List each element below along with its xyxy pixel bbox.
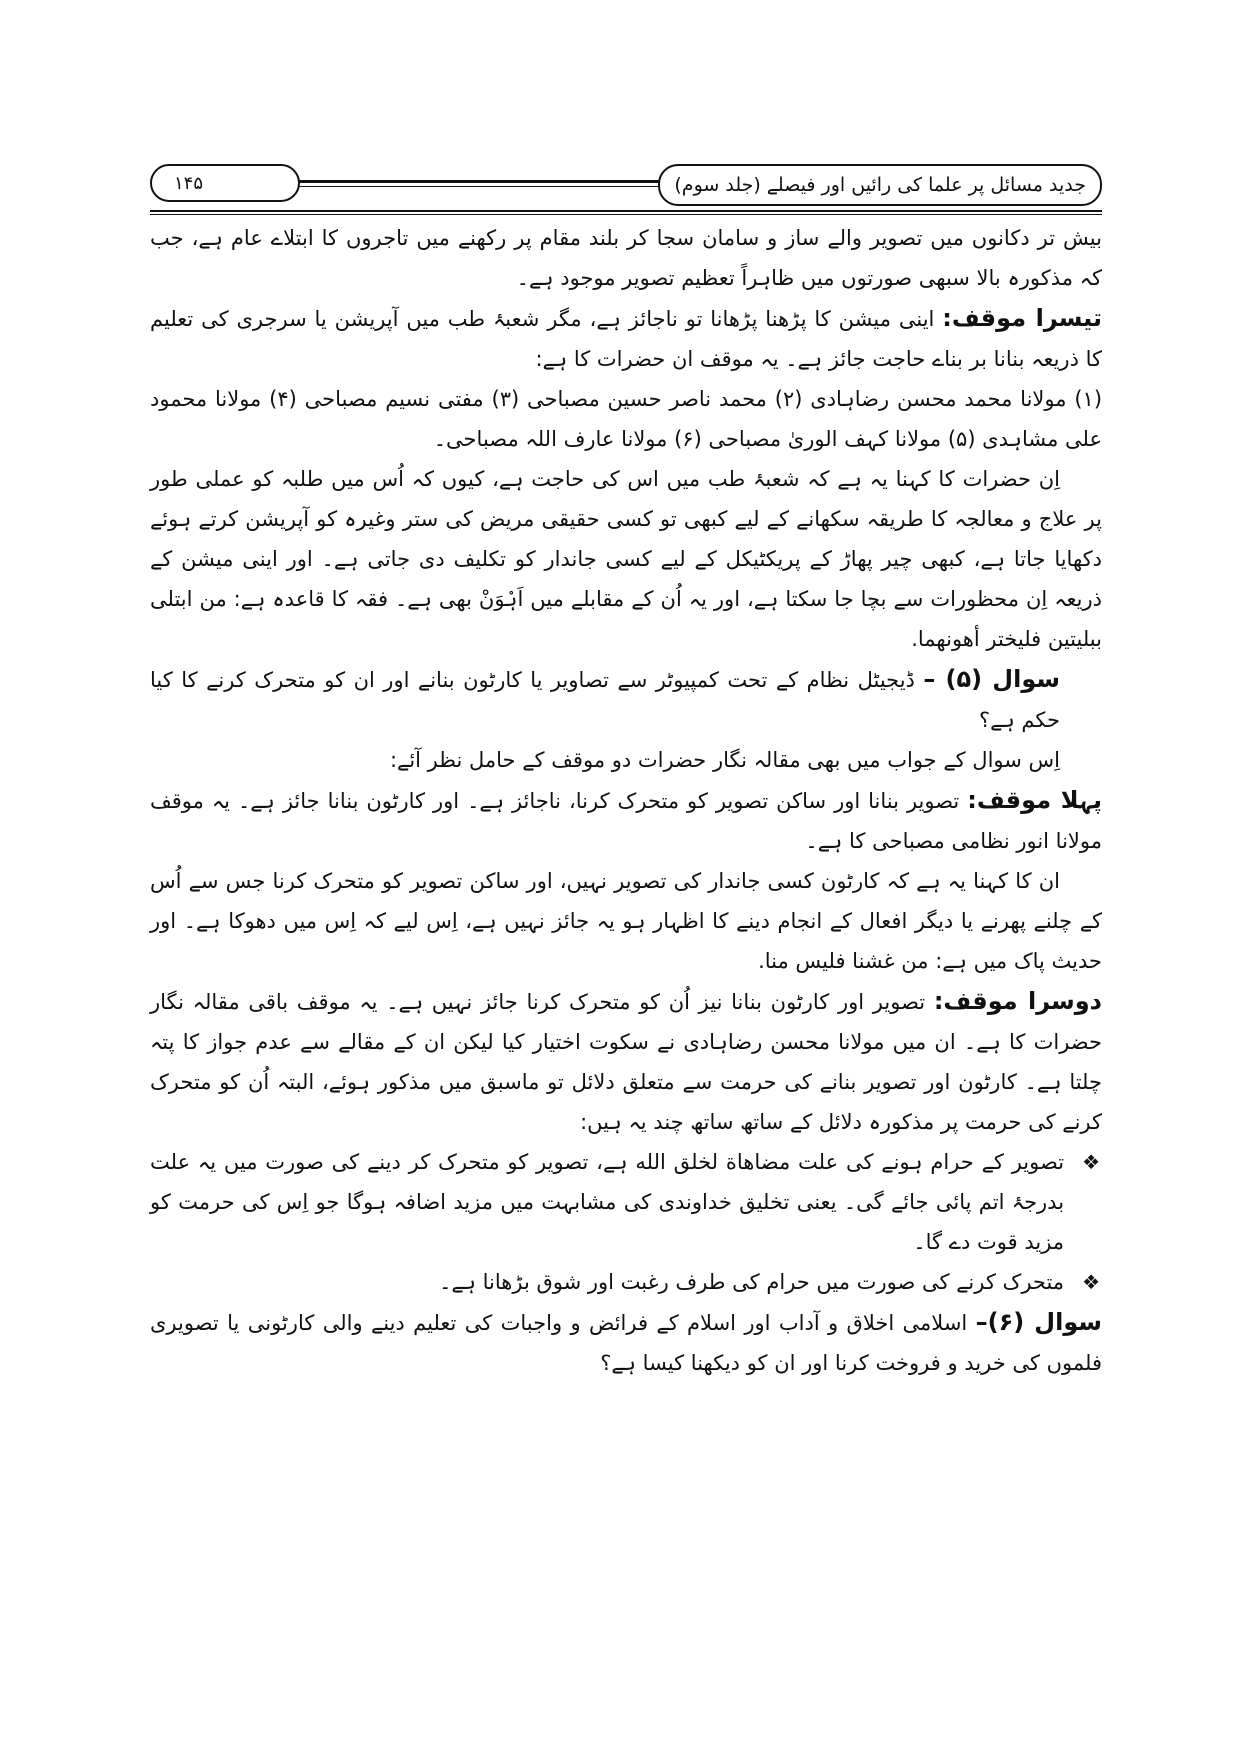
diamond-bullet-icon: ❖ [1082, 1150, 1100, 1174]
page-number: ۱۴۵ [150, 164, 300, 202]
paragraph-first-position: پہلا موقف: تصویر بنانا اور ساکن تصویر کو متحرک کرنا، ناجائز ہے۔ اور کارٹون بنانا جائز ہے۔ یہ موقف مولانا انور نظامی مصباحی کا ہے۔ [150, 786, 1102, 853]
question-6: سوال (۶)– اسلامی اخلاق و آداب اور اسلام کے فرائض و واجبات کی تعلیم دینے والی کارٹونی یا تصویری فلموں کی خرید و فروخت کرنا اور ان کو دیکھنا کیسا ہے؟ [150, 1308, 1102, 1375]
book-title: جدید مسائل پر علما کی رائیں اور فیصلے (جلد سوم) [658, 164, 1102, 206]
diamond-bullet-icon: ❖ [1082, 1270, 1100, 1294]
bullet-item: ❖ متحرک کرنے کی صورت میں حرام کی طرف رغبت اور شوق بڑھانا ہے۔ [150, 1262, 1102, 1302]
bullet-item: ❖ تصویر کے حرام ہونے کی علت مضاهاة لخلق الله ہے، تصویر کو متحرک کر دینے کی صورت میں یہ علت بدرجۂ اتم پائی جائے گی۔ یعنی تخلیق خداوندی کی مشابہت میں مزید اضافہ ہوگا جو اِس کی حرمت کو مزید قوت دے گا۔ [150, 1142, 1102, 1262]
paragraph-second-position: دوسرا موقف: تصویر اور کارٹون بنانا نیز اُن کو متحرک کرنا جائز نہیں ہے۔ یہ موقف باقی مقالہ نگار حضرات کا ہے۔ ان میں مولانا محسن رضاہادی نے سکوت اختیار کیا لیکن ان کے مقالے سے عدم جواز کا پتہ چلتا ہے۔ کارٹون اور تصویر بنانے کی حرمت سے متعلق دلائل تو ماسبق میں مذکور ہوئے، البتہ اُن کو متحرک کرنے کی حرمت پر مذکورہ دلائل کے ساتھ ساتھ چند یہ ہیں: [150, 987, 1102, 1134]
question-5-label: سوال (۵) – [923, 665, 1060, 693]
paragraph-third-position: تیسرا موقف: اینی میشن کا پڑھنا پڑھانا تو ناجائز ہے، مگر شعبۂ طب میں آپریشن یا سرجری کی تعلیم کا ذریعہ بنانا بر بناے حاجت جائز ہے۔ یہ موقف ان حضرات کا ہے: [150, 304, 1102, 371]
paragraph-first-reasoning: ان کا کہنا یہ ہے کہ کارٹون کسی جاندار کی تصویر نہیں، اور ساکن تصویر کو متحرک کرنا جس سے اُس کے چلنے پھرنے یا دیگر افعال کے انجام دینے کا اظہار ہو یہ جائز نہیں ہے، اِس لیے کہ اِس میں دھوکا ہے۔ اور حدیث پاک میں ہے: من غشنا فلیس منا. [150, 869, 1102, 973]
paragraph-continuation: بیش تر دکانوں میں تصویر والے ساز و سامان سجا کر بلند مقام پر رکھنے میں تاجروں کا ابتلاے عام ہے، جب کہ مذکورہ بالا سبھی صورتوں میں ظاہراً تعظیم تصویر موجود ہے۔ [150, 226, 1102, 290]
scholars-list: (۱) مولانا محمد محسن رضاہادی (۲) محمد ناصر حسین مصباحی (۳) مفتی نسیم مصباحی (۴) مولانا محمود علی مشاہدی (۵) مولانا کہف الوریٰ مصباحی (۶) مولانا عارف اللہ مصباحی۔ [150, 387, 1103, 451]
paragraph-reasoning: اِن حضرات کا کہنا یہ ہے کہ شعبۂ طب میں اس کی حاجت ہے، کیوں کہ اُس میں طلبہ کو عملی طور پر علاج و معالجہ کا طریقہ سکھانے کے لیے کبھی تو کسی حقیقی مریض کی ستر وغیرہ کو آپریشن کرتے ہوئے دکھایا جاتا ہے، کبھی چیر پھاڑ کے پریکٹیکل کے لیے کسی جاندار کو تکلیف دی جاتی ہے۔ اور اینی میشن کے ذریعہ اِن محظورات سے بچا جا سکتا ہے، اور یہ اُن کے مقابلے میں اَہْوَنْ بھی ہے۔ فقہ کا قاعدہ ہے: من ابتلی ببلیتین فلیختر أهونهما. [150, 467, 1102, 651]
heading-second-position: دوسرا موقف: [933, 987, 1102, 1015]
heading-third-position: تیسرا موقف: [942, 304, 1102, 332]
header-divider [150, 210, 1102, 215]
paragraph-answer-intro: اِس سوال کے جواب میں بھی مقالہ نگار حضرات دو موقف کے حامل نظر آئے: [389, 748, 1060, 772]
page-body [150, 218, 1102, 1383]
running-header [150, 164, 1102, 206]
heading-first-position: پہلا موقف: [967, 786, 1102, 814]
question-6-label: سوال (۶)– [975, 1308, 1102, 1336]
question-5: سوال (۵) – ڈیجیٹل نظام کے تحت کمپیوٹر سے تصاویر یا کارٹون بنانے اور ان کو متحرک کرنے کا کیا حکم ہے؟ [150, 665, 1060, 732]
